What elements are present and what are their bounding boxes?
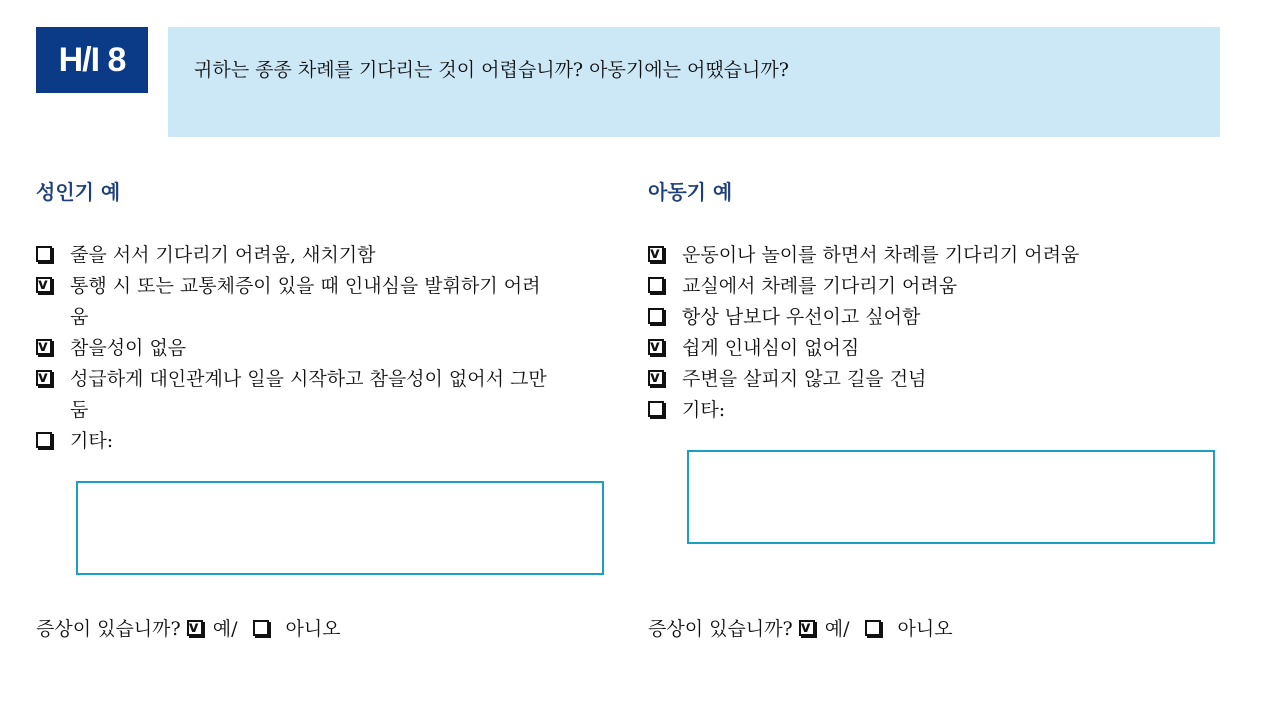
child-example-checkbox[interactable] (648, 339, 664, 355)
child-no-checkbox[interactable] (865, 620, 881, 636)
adult-example-item (36, 426, 550, 457)
check-mark-icon: v (650, 244, 660, 262)
child-symptom-label: 증상이 있습니까? (648, 618, 793, 640)
child-example-item (648, 395, 1202, 426)
adult-example-checkbox[interactable] (36, 246, 52, 262)
child-example-item (648, 333, 1202, 364)
check-mark-icon: v (650, 337, 660, 355)
child-yes-checkbox[interactable] (799, 617, 815, 636)
child-no-label: 아니오 (897, 618, 953, 640)
adult-example-text: 기타: (70, 430, 114, 452)
adult-example-item (36, 240, 550, 271)
adult-other-input[interactable] (76, 481, 604, 575)
child-yes-label: 예/ (824, 618, 850, 640)
adult-example-checkbox[interactable] (36, 339, 52, 355)
adult-symptom-label: 증상이 있습니까? (36, 618, 181, 640)
check-mark-icon: v (38, 337, 48, 355)
adult-example-item (36, 364, 550, 426)
adult-example-text: 성급하게 대인관계나 일을 시작하고 참을성이 없어서 그만둠 (70, 368, 547, 421)
child-example-item (648, 240, 1202, 271)
child-example-checkbox[interactable] (648, 401, 664, 417)
child-symptom-row (648, 614, 953, 641)
adult-example-item (36, 333, 550, 364)
child-example-checkbox[interactable] (648, 308, 664, 324)
check-mark-icon: v (38, 368, 48, 386)
adult-yes-checkbox[interactable] (187, 617, 203, 636)
check-mark-icon: v (38, 275, 48, 293)
adult-examples-list (36, 240, 550, 457)
question-banner (168, 27, 1220, 137)
child-example-text: 교실에서 차례를 기다리기 어려움 (682, 275, 958, 297)
adult-example-checkbox[interactable] (36, 370, 52, 386)
adult-example-text: 줄을 서서 기다리기 어려움, 새치기함 (70, 244, 376, 266)
check-mark-icon: v (650, 368, 660, 386)
adult-title: 성인기 예 (36, 180, 121, 204)
child-other-input[interactable] (687, 450, 1215, 544)
child-example-text: 운동이나 놀이를 하면서 차례를 기다리기 어려움 (682, 244, 1080, 266)
check-mark-icon: v (188, 617, 199, 636)
adult-example-checkbox[interactable] (36, 277, 52, 293)
section-badge: H/I 8 (36, 27, 148, 93)
child-example-item (648, 271, 1202, 302)
adult-example-text: 참을성이 없음 (70, 337, 187, 359)
check-mark-icon: v (800, 617, 811, 636)
adult-yes-label: 예/ (212, 618, 238, 640)
child-example-text: 쉽게 인내심이 없어짐 (682, 337, 860, 359)
adult-example-item (36, 271, 550, 333)
child-example-checkbox[interactable] (648, 246, 664, 262)
adult-symptom-row (36, 614, 341, 641)
child-example-checkbox[interactable] (648, 370, 664, 386)
child-example-item (648, 364, 1202, 395)
child-example-checkbox[interactable] (648, 277, 664, 293)
adult-no-checkbox[interactable] (253, 620, 269, 636)
child-example-text: 항상 남보다 우선이고 싶어함 (682, 306, 921, 328)
adult-example-text: 통행 시 또는 교통체증이 있을 때 인내심을 발휘하기 어려움 (70, 275, 541, 328)
child-example-item (648, 302, 1202, 333)
child-examples-list (648, 240, 1202, 426)
child-title: 아동기 예 (648, 180, 733, 204)
question-text: 귀하는 종종 차례를 기다리는 것이 어렵습니까? 아동기에는 어땠습니까? (194, 59, 789, 81)
child-example-text: 기타: (682, 399, 726, 421)
adult-example-checkbox[interactable] (36, 432, 52, 448)
child-example-text: 주변을 살피지 않고 길을 건넘 (682, 368, 927, 390)
adult-no-label: 아니오 (285, 618, 341, 640)
